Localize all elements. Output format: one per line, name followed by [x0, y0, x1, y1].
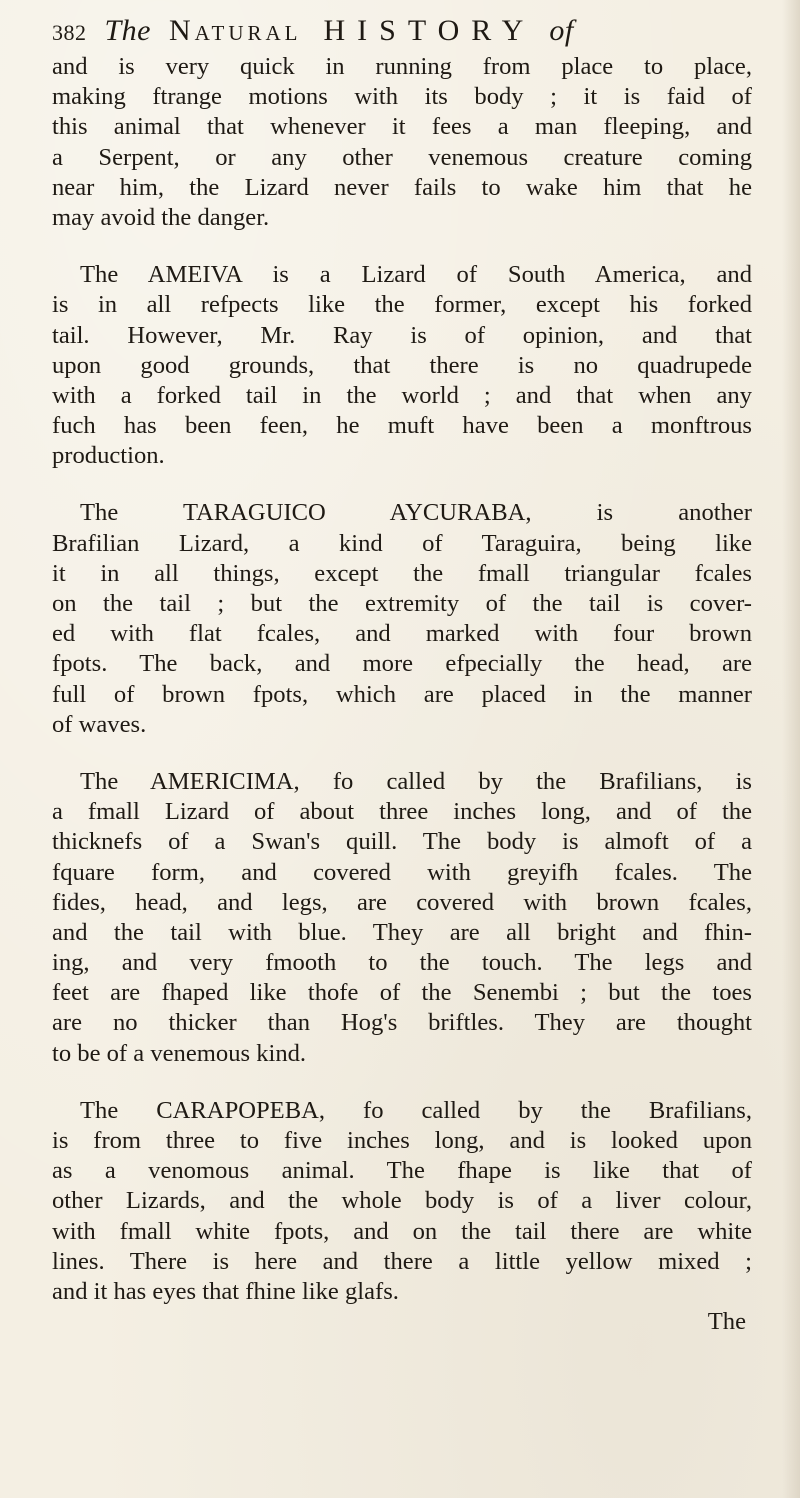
text-line: production.: [52, 442, 165, 470]
text-line: The AMEIVA is a Lizard of South America, and: [80, 261, 752, 289]
running-head-of: of: [549, 14, 574, 47]
text-line: may avoid the danger.: [52, 203, 270, 231]
text-line: The AMERICIMA, fo called by the Brafilians, is: [80, 767, 752, 795]
text-line: Brafilian Lizard, a kind of Taraguira, being like: [52, 529, 752, 557]
text-line: and the tail with blue. They are all bright and fhin-: [52, 918, 752, 946]
text-line: on the tail ; but the extremity of the tail is cover-: [52, 590, 752, 617]
text-line: with fmall white fpots, and on the tail there are white: [52, 1217, 752, 1245]
text-line: to be of a venemous kind.: [52, 1039, 307, 1067]
text-line: is in all refpects like the former, except his forked: [52, 291, 752, 319]
text-line: feet are fhaped like thofe of the Senembi ; but the toes: [52, 979, 752, 1007]
running-head-natural: Natural: [169, 14, 302, 47]
page-edge-shadow: [782, 0, 800, 1498]
text-line: ing, and very fmooth to the touch. The legs and: [52, 949, 752, 977]
text-line: The CARAPOPEBA, fo called by the Brafilians,: [80, 1096, 752, 1124]
text-line: The TARAGUICO AYCURABA, is another: [80, 499, 752, 527]
paragraph-taraguico: [52, 498, 752, 740]
text-line: this animal that whenever it fees a man fleeping, and: [52, 113, 752, 141]
paragraph-ameiva: [52, 260, 752, 471]
running-head-the: The: [104, 14, 151, 47]
text-line: fides, head, and legs, are covered with brown fcales,: [52, 888, 752, 916]
catchword: The: [707, 1308, 746, 1336]
text-line: other Lizards, and the whole body is of a liver colour,: [52, 1187, 752, 1215]
text-line: thicknefs of a Swan's quill. The body is almoft of a: [52, 828, 752, 856]
text-line: and is very quick in running from place to place,: [52, 53, 752, 80]
body-text: [52, 52, 752, 1337]
text-line: of waves.: [52, 710, 147, 738]
text-line: a fmall Lizard of about three inches long, and of the: [52, 798, 752, 826]
page-number: 382: [52, 20, 87, 45]
text-line: tail. However, Mr. Ray is of opinion, and that: [52, 321, 752, 349]
running-head-history: HISTORY: [323, 14, 536, 47]
text-line: a Serpent, or any other venemous creature coming: [52, 143, 752, 171]
text-line: full of brown fpots, which are placed in the manner: [52, 680, 752, 708]
text-line: ed with flat fcales, and marked with four brown: [52, 620, 752, 648]
text-line: upon good grounds, that there is no quadrupede: [52, 351, 752, 379]
paragraph-continuation: [52, 52, 752, 233]
text-line: fpots. The back, and more efpecially the head, are: [52, 650, 752, 678]
text-line: fquare form, and covered with greyifh fcales. The: [52, 858, 752, 886]
text-line: near him, the Lizard never fails to wake him that he: [52, 173, 752, 201]
paragraph-carapopeba: [52, 1096, 752, 1307]
text-line: are no thicker than Hog's briftles. They are thought: [52, 1009, 752, 1037]
text-line: lines. There is here and there a little yellow mixed ;: [52, 1247, 752, 1275]
text-line: with a forked tail in the world ; and that when any: [52, 381, 752, 409]
text-line: making ftrange motions with its body ; it is faid of: [52, 83, 752, 111]
paragraph-americima: [52, 767, 752, 1069]
text-line: and it has eyes that fhine like glafs.: [52, 1277, 399, 1305]
text-line: fuch has been feen, he muft have been a monftrous: [52, 412, 752, 440]
text-line: it in all things, except the fmall triangular fcales: [52, 559, 752, 587]
text-line: is from three to five inches long, and is looked upon: [52, 1127, 752, 1154]
text-line: as a venomous animal. The fhape is like that of: [52, 1157, 752, 1185]
